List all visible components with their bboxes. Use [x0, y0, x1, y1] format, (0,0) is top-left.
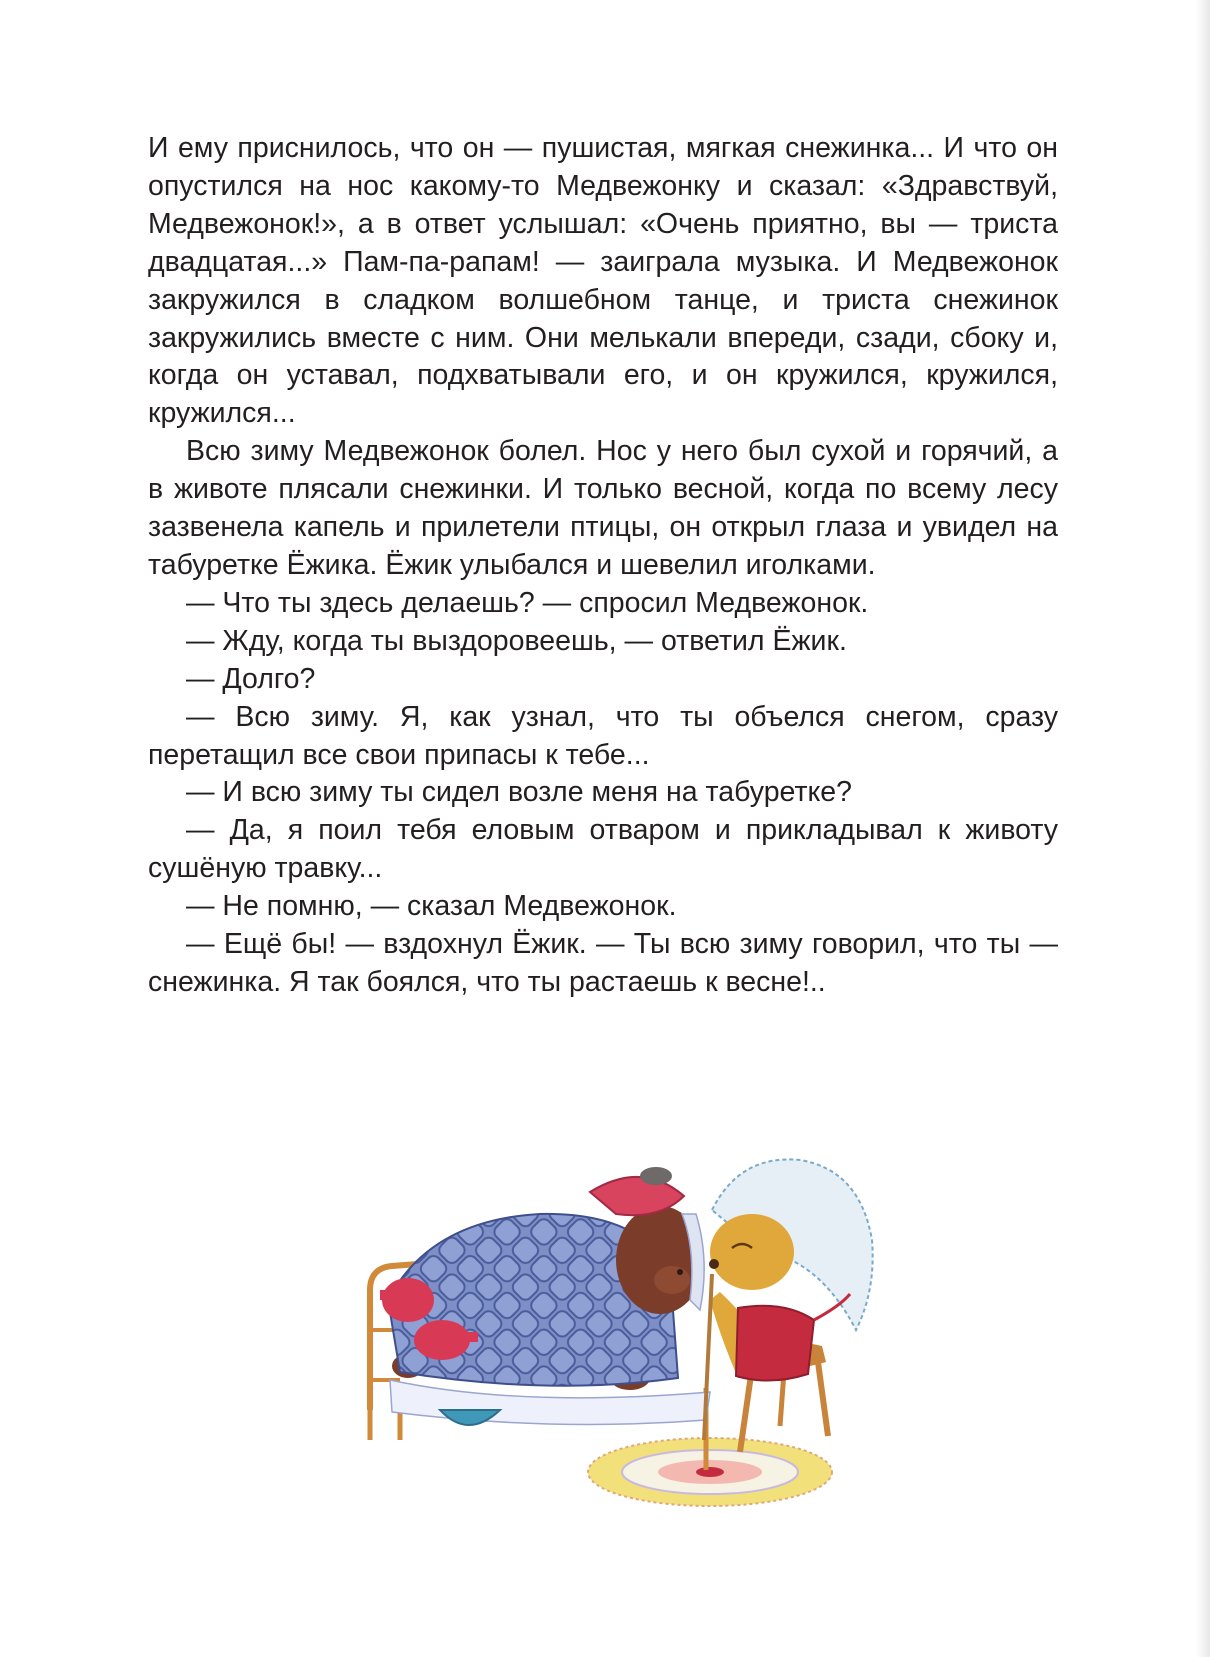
bear-in-bed-with-hedgehog-illustration	[360, 1140, 920, 1520]
dialogue-line: — Не помню, — сказал Медвежонок.	[186, 890, 677, 923]
apron-icon	[736, 1306, 814, 1381]
dialogue-line: — Жду, когда ты выздоровеешь, — ответил Ёжик.	[186, 624, 847, 657]
basin-icon	[440, 1410, 500, 1425]
dialogue-line: — И всю зиму ты сидел возле меня на табуретке?	[186, 776, 853, 809]
dialogue-line: — Да, я поил тебя еловым отваром и прикладывал к животу сушёную травку...	[148, 814, 1058, 885]
dialogue-line: — Ещё бы! — вздохнул Ёжик. — Ты всю зиму говорил, что ты — снежинка. Я так боялся, что ты растаешь к весне!..	[148, 928, 1058, 998]
bed-sheet-icon	[390, 1380, 710, 1425]
paragraph-illness: Всю зиму Медвежонок болел. Нос у него был сухой и горячий, а в животе плясали снежинки. И только весной, когда по всему лесу зазвенела капель и прилетели птицы, он открыл глаза и увидел на табуретке Ёжика. Ёжик улыбался и шевелил иголками.	[148, 435, 1058, 581]
dialogue-line: — Всю зиму. Я, как узнал, что ты объелся снегом, сразу перетащил все свои припасы к тебе...	[148, 700, 1058, 771]
page-edge-shadow	[1196, 0, 1210, 1657]
dialogue-line: — Что ты здесь делаешь? — спросил Медвежонок.	[186, 586, 869, 619]
paragraph-dream: И ему приснилось, что он — пушистая, мягкая снежинка... И что он опустился на нос какому-то Медвежонку и сказал: «Здравствуй, Медвежонок!», а в ответ услышал: «Очень приятно, вы — триста двадцатая...» Пам-па-рапам! — заиграла музыка. И Медвежонок закружился в сладком волшебном танце, и триста снежинок закружились вместе с ним. Они мелькали впереди, сзади, сбоку и, когда он уставал, подхватывали его, и он кружился, кружился, кружился...	[148, 132, 1058, 430]
rug-icon	[588, 1438, 832, 1506]
dialogue-line: — Долго?	[186, 662, 316, 695]
story-text	[148, 130, 1058, 1002]
